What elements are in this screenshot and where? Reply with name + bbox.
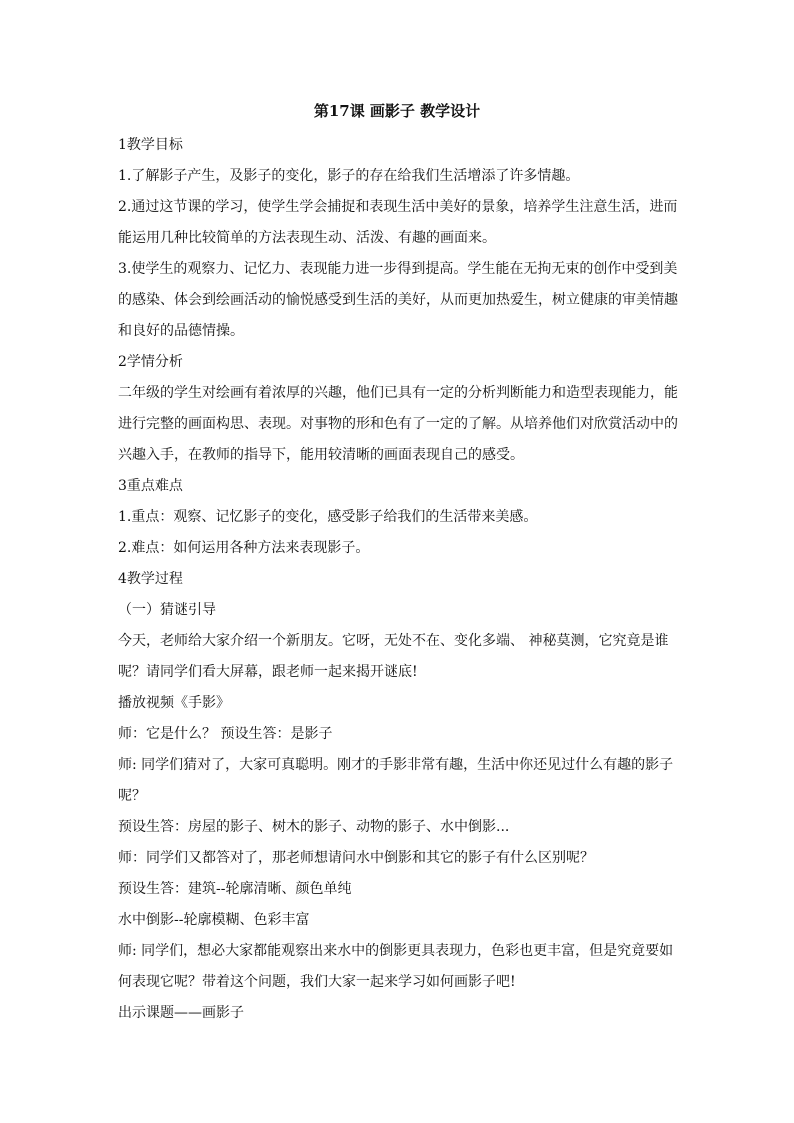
paragraph: 二年级的学生对绘画有着浓厚的兴趣，他们已具有一定的分析判断能力和造型表现能力，能进行完整的画面构思、表现。对事物的形和色有了一定的了解。从培养他们对欣赏活动中的兴趣入手，在教师的指导下，能用较清晰的画面表现自己的感受。 [118, 385, 678, 463]
paragraph: 今天，老师给大家介绍一个新朋友。它呀，无处不在、变化多端、 神秘莫测，它究竟是谁呢？请同学们看大屏幕，跟老师一起来揭开谜底! [118, 633, 669, 680]
paragraph: 2.难点：如何运用各种方法来表现影子。 [118, 540, 370, 556]
paragraph: 师: 同学们，想必大家都能观察出来水中的倒影更具表现力，色彩也更丰富，但是究竟要如何表现它呢？带着这个问题，我们大家一起来学习如何画影子吧! [118, 943, 674, 990]
section-heading-key-points: 3重点难点 [118, 478, 183, 494]
section-heading-process: 4教学过程 [118, 571, 183, 587]
paragraph: 3.使学生的观察力、记忆力、表现能力进一步得到提高。学生能在无拘无束的创作中受到美的感染、体会到绘画活动的愉悦感受到生活的美好，从而更加热爱生，树立健康的审美情趣和良好的品德情操。 [118, 261, 678, 339]
document-body [118, 130, 683, 1029]
paragraph: 师：它是什么？ 预设生答：是影子 [118, 726, 333, 742]
paragraph: 播放视频《手影》 [118, 695, 230, 711]
paragraph: 1.重点：观察、记忆影子的变化，感受影子给我们的生活带来美感。 [118, 509, 538, 525]
document-title: 第17课 画影子 教学设计 [313, 102, 481, 120]
section-heading-analysis: 2学情分析 [118, 354, 183, 370]
paragraph: 1.了解影子产生，及影子的变化，影子的存在给我们生活增添了许多情趣。 [118, 168, 580, 184]
paragraph: 预设生答：建筑--轮廓清晰、颜色单纯 [118, 881, 352, 897]
paragraph: 水中倒影--轮廓模糊、色彩丰富 [118, 912, 310, 928]
paragraph: 2.通过这节课的学习，使学生学会捕捉和表现生活中美好的景象，培养学生注意生活，进而能运用几种比较简单的方法表现生动、活泼、有趣的画面来。 [118, 199, 678, 246]
paragraph: 师: 同学们猜对了，大家可真聪明。刚才的手影非常有趣，生活中你还见过什么有趣的影子呢？ [118, 757, 674, 804]
subsection-heading: （一）猜谜引导 [118, 602, 216, 618]
paragraph: 预设生答：房屋的影子、树木的影子、动物的影子、水中倒影... [118, 819, 510, 835]
paragraph: 出示课题——画影子 [118, 1005, 244, 1021]
section-heading-objectives: 1教学目标 [118, 137, 183, 153]
paragraph: 师：同学们又都答对了，那老师想请问水中倒影和其它的影子有什么区别呢？ [118, 850, 594, 866]
